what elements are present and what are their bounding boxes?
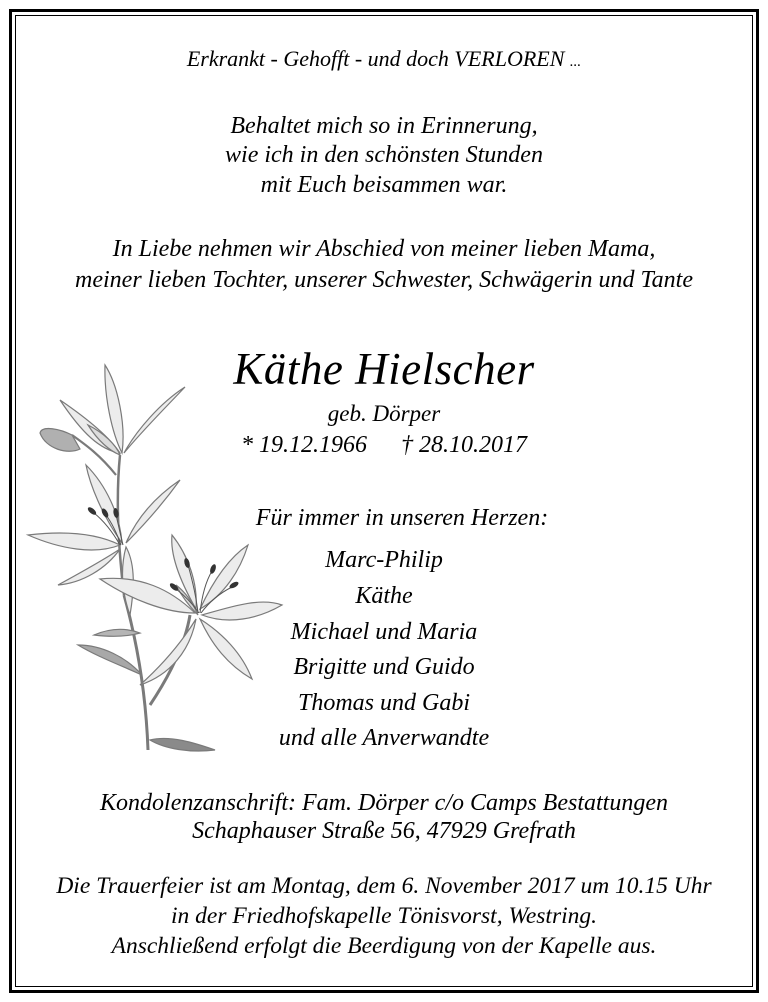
mourner-3: Michael und Maria bbox=[290, 619, 478, 645]
verse-line-2: wie ich in den schönsten Stunden bbox=[225, 142, 543, 168]
service-line-1: Die Trauerfeier ist am Montag, dem 6. November 2017 um 10.15 Uhr bbox=[56, 873, 712, 899]
mourner-5: Thomas und Gabi bbox=[297, 690, 471, 716]
motto-text: Erkrankt - Gehofft - und doch VERLOREN bbox=[186, 46, 565, 71]
mourner-4: Brigitte und Guido bbox=[293, 654, 475, 680]
service-line-2: in der Friedhofskapelle Tönisvorst, Westring. bbox=[170, 903, 598, 929]
mourner-1: Marc-Philip bbox=[325, 547, 443, 573]
motto-ellipsis: ... bbox=[569, 54, 582, 70]
birth-date: * 19.12.1966 bbox=[241, 432, 367, 458]
intro-line-2: meiner lieben Tochter, unserer Schwester, Schwägerin und Tante bbox=[75, 267, 693, 293]
condolence-line-1: Kondolenzanschrift: Fam. Dörper c/o Camps Bestattungen bbox=[100, 790, 668, 816]
verse-line-3: mit Euch beisammen war. bbox=[260, 172, 508, 198]
verse-line-1: Behaltet mich so in Erinnerung, bbox=[230, 113, 538, 139]
intro-line-1: In Liebe nehmen wir Abschied von meiner lieben Mama, bbox=[112, 236, 656, 262]
life-dates bbox=[0, 432, 768, 459]
motto-line bbox=[0, 46, 768, 72]
birth-name: geb. Dörper bbox=[327, 401, 441, 426]
mourner-6: und alle Anverwandte bbox=[278, 725, 490, 751]
service-line-3: Anschließend erfolgt die Beerdigung von der Kapelle aus. bbox=[111, 933, 657, 959]
deceased-name: Käthe Hielscher bbox=[233, 344, 535, 394]
death-date: † 28.10.2017 bbox=[401, 432, 527, 458]
heart-line: Für immer in unseren Herzen: bbox=[255, 505, 549, 531]
mourner-2: Käthe bbox=[355, 583, 413, 609]
condolence-line-2: Schaphauser Straße 56, 47929 Grefrath bbox=[192, 818, 576, 844]
